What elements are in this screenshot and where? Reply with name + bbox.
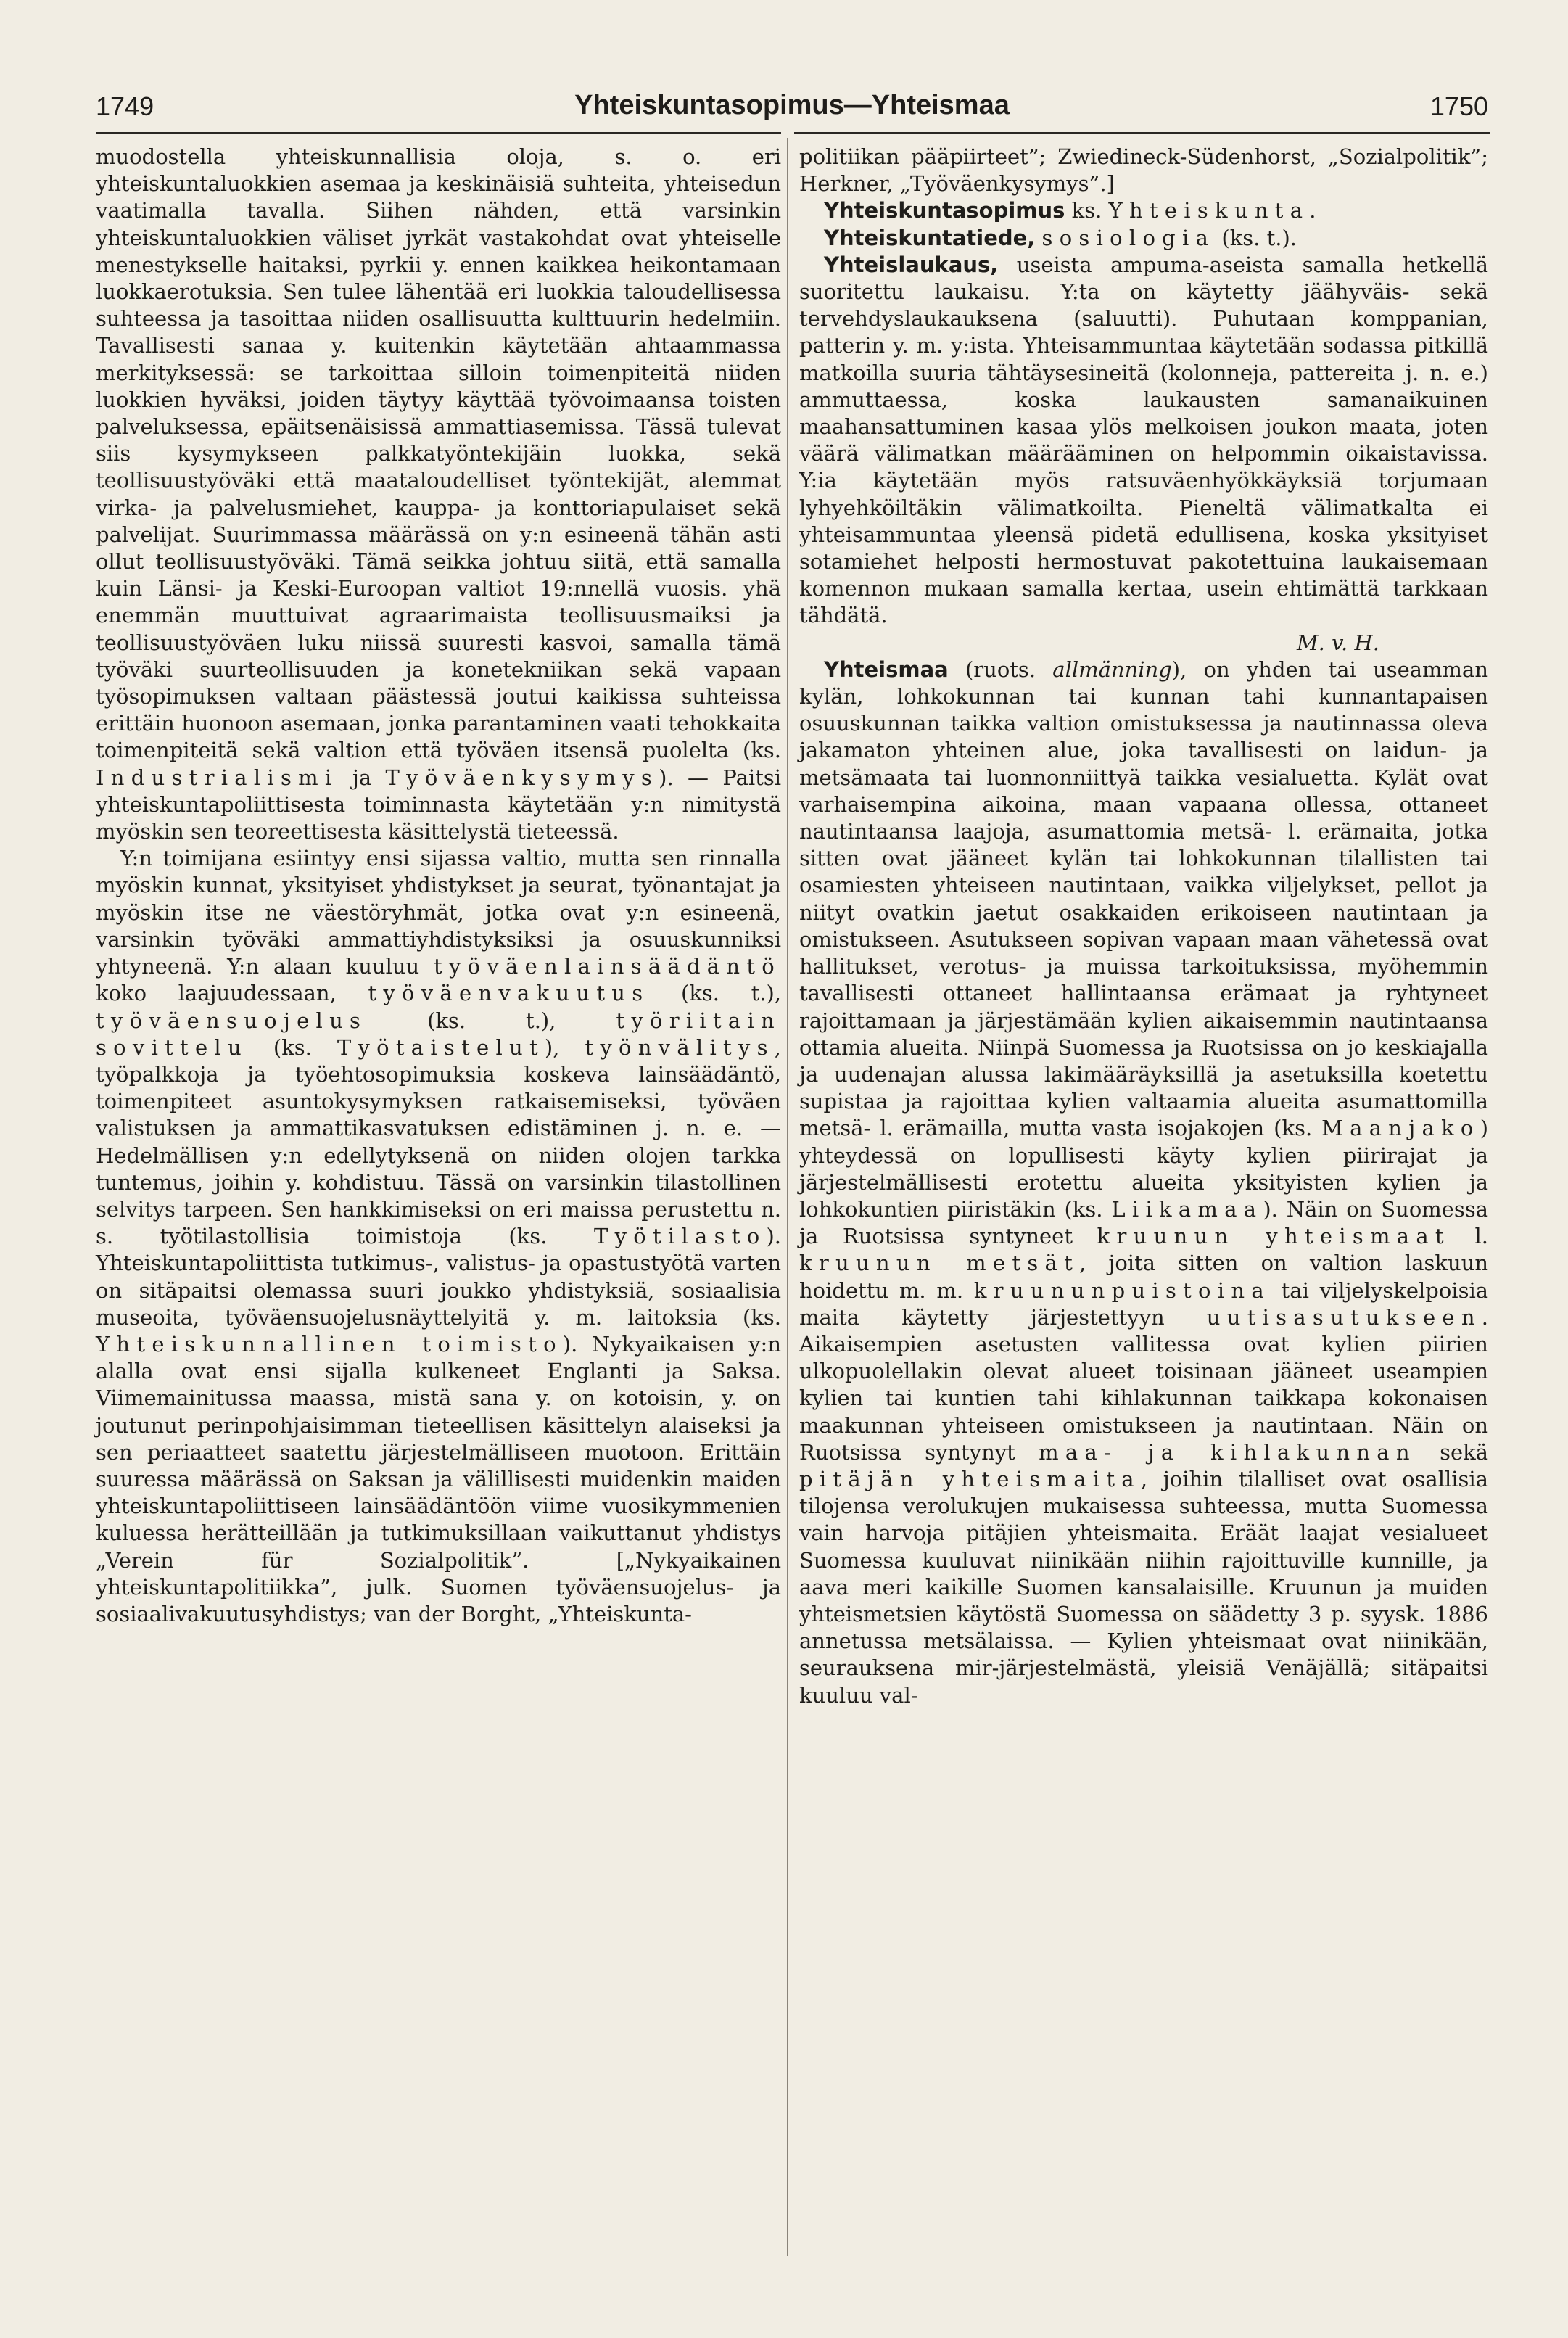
spaced-term: Maanjako [1321, 1116, 1480, 1141]
spaced-term: Yhteiskunnallinen toimisto [96, 1331, 563, 1357]
spaced-term: kruunun metsät [799, 1251, 1080, 1276]
text-run: (ks. t.), [427, 1008, 556, 1033]
entry-term: Yhteiskuntatiede, [824, 225, 1036, 250]
spaced-term: työnvälitys [585, 1034, 775, 1060]
column-divider [787, 138, 788, 2256]
entry-yhteislaukaus [799, 252, 1488, 656]
text-run: politiikan pääpiirteet”; Zwiedineck-Südenhorst, „Sozialpolitik”; Herkner, „Työväenkysymys”.] [799, 144, 1488, 197]
text-run: ). Nykyaikaisen y:n alalla ovat ensi sijalla kulkeneet Englanti ja Saksa. Viimemainitussa maassa, mistä sana y. on kotoisin, y. on joutunut perinpohjaisimman tieteellisen käsittelyn alaiseksi ja sen periaatteet saatettu järjestelmälliseen muotoon. Erittäin suuressa määrässä on Saksan ja välillisesti muidenkin maiden yhteiskuntapoliittiseen lainsäädäntöön viime vuosikymmenien kuluessa herätteillään ja tutkimuksillaan vaikuttanut yhdistys „Verein für Sozialpolitik”. [„Nykyaikainen yhteiskuntapolitiikka”, julk. Suomen työväensuojelus- ja sosiaalivakuutusyhdistys; van der Borght, „Yhteiskunta- [96, 1331, 781, 1626]
entry-term: Yhteismaa [824, 656, 949, 682]
text-run: (ks. t.). [1221, 225, 1297, 250]
page-header [96, 86, 1488, 129]
text-run: koko laajuudessaan, [96, 981, 337, 1006]
spaced-term: työväensuojelus [96, 1008, 368, 1033]
page-number-left: 1749 [96, 91, 154, 121]
text-run: (ks. t.), [681, 981, 782, 1006]
text-run: , joihin tilalliset ovat osallisia tilojensa verolukujen mukaisessa suhteessa, mutta Suomessa vain harvoja pitäjien yhteismaita. Eräät laajat vesialueet Suomessa kuuluvat niinikään niihin rajoittuville kunnille, ja aava meri kaikille Suomen kansalaisille. Kruunun ja muiden yhteismetsien käytöstä Suomessa on säädetty 3 p. syysk. 1886 annetussa metsälaissa. — Kylien yhteismaat ovat niinikään, seurauksena mir-järjestelmästä, yleisiä Venäjällä; sitäpaitsi kuuluu val- [799, 1466, 1488, 1708]
text-run: . Aikaisempien asetusten vallitessa ovat kylien piirien ulkopuolellakin olevat alueet toisinaan jääneet useampien kylien tai kuntien tahi kihlakunnan taikkapa kokonaisen maakunnan yhteiseen omistukseen ja nautintaan. Näin on Ruotsissa syntynyt [799, 1304, 1489, 1465]
right-column [799, 144, 1488, 1709]
entry-yhteismaa [799, 656, 1488, 1709]
paragraph [799, 144, 1488, 197]
paragraph [96, 845, 781, 1628]
text-run: ). Näin on Suomessa ja Ruotsissa syntyneet [799, 1196, 1488, 1249]
text-run: ), [544, 1034, 560, 1060]
header-rule-left [96, 132, 781, 134]
text-run: sekä [1440, 1439, 1488, 1465]
text-run: ). Yhteiskuntapoliittista tutkimus-, valistus- ja opastustyötä varten on sitäpaitsi olemassa suuri joukko yhdistyksiä, sosiaalisia museoita, työväensuojelusnäyttelyitä y. m. laitoksia (ks. [96, 1224, 781, 1330]
spaced-term: Liikamaa [1111, 1196, 1263, 1222]
spaced-term: työriitain sovittelu [96, 1008, 781, 1060]
text-run: ) yhteydessä on lopullisesti käyty kylien piirirajat ja järjestelmällisesti erotettu alueita yksityisten kylien ja lohkokuntien piiristäkin (ks. [799, 1116, 1489, 1222]
spaced-term: Yhteiskunta [1108, 198, 1310, 223]
spaced-term: Työväenkysymys [385, 765, 659, 790]
text-run: (ruots. [965, 656, 1036, 682]
header-rule-right [794, 132, 1490, 134]
spaced-term: työväenlainsäädäntö [434, 954, 781, 979]
spaced-term: Työtaistelut [337, 1034, 545, 1060]
text-run: ks. [1071, 198, 1102, 223]
entry-yhteiskuntatiede [799, 225, 1488, 252]
entry-term: Yhteiskuntasopimus [824, 198, 1065, 223]
text-run: , joita sitten on valtion laskuun hoidettu m. m. [799, 1251, 1489, 1303]
spaced-term: sosiologia [1041, 225, 1216, 250]
text-run: . [1309, 198, 1316, 223]
page-number-right: 1750 [1429, 91, 1488, 121]
paragraph [96, 144, 781, 845]
entry-yhteiskuntasopimus [799, 197, 1488, 224]
author-signature: M. v. H. [1296, 630, 1379, 655]
spaced-term: työväenvakuutus [368, 981, 650, 1006]
italic-term: allmänning [1052, 656, 1172, 682]
text-run: tai viljelyskelpoisia maita käytetty järjestettyyn [799, 1277, 1489, 1330]
spaced-term: kruununpuistoina [973, 1277, 1271, 1303]
spaced-term: Työtilasto [593, 1224, 767, 1249]
text-run: (ks. [273, 1034, 312, 1060]
text-run: ja [352, 765, 372, 790]
text-run: , työpalkkoja ja työehtosopimuksia koskeva lainsäädäntö, toimenpiteet asuntokysymyksen ratkaisemiseksi, työväen valistuksen ja ammattikasvatuksen edistäminen j. n. e. — Hedelmällisen y:n edellytyksenä on niiden olojen tarkka tuntemus, joihin y. kohdistuu. Tässä on varsinkin tilastollinen selvitys tarpeen. Sen hankkimiseksi on eri maissa perustettu n. s. työtilastollisia toimistoja (ks. [96, 1034, 782, 1249]
spaced-term: pitäjän yhteismaita [799, 1466, 1141, 1491]
text-run: Y:n toimijana esiintyy ensi sijassa valtio, mutta sen rinnalla myöskin kunnat, yksityiset yhdistykset ja seurat, työnantajat ja myöskin itse ne väestöryhmät, jotka ovat y:n esineenä, varsinkin työväki ammattiyhdistyksiksi ja osuuskunniksi yhtyneenä. Y:n alaan kuuluu [96, 846, 781, 979]
running-title: Yhteiskuntasopimus—Yhteismaa [574, 90, 1010, 120]
text-run: muodostella yhteiskunnallisia oloja, s. o. eri yhteiskuntaluokkien asemaa ja keskinäisiä suhteita, yhteisedun vaatimalla tavalla. Siihen nähden, että varsinkin yhteiskuntaluokkien väliset jyrkät vastakohdat ovat yhteiselle menestykselle haitaksi, pyrkii y. ennen kaikkea heikontamaan luokkaerotuksia. Sen tulee lähentää eri luokkia taloudellisessa suhteessa ja tasoittaa niiden osallisuutta kulttuurin hedelmiin. Tavallisesti sanaa y. kuitenkin käytetään ahtaammassa merkityksessä: se tarkoittaa silloin toimenpiteitä niiden luokkien hyväksi, joiden täytyy käyttää työvoimaansa toisten palveluksessa, epäitsenäisissä ammattiasemissa. Tässä tulevat siis kysymykseen palkkatyöntekijäin luokka, sekä teollisuustyöväki että maataloudelliset työntekijät, alemmat virka- ja palvelusmiehet, kauppa- ja konttoriapulaiset sekä palvelijat. Suurimmassa määrässä on y:n esineenä tähän asti ollut teollisuustyöväki. Tämä seikka johtuu siitä, että samalla kuin Länsi- ja Keski-Euroopan valtiot 19:nnellä vuosis. yhä enemmän muuttuivat agraarimaista teollisuusmaiksi ja teollisuustyöväen luku niissä suuresti kasvoi, samalla tämä työväki suurteollisuuden ja konetekniikan sekä vapaan työsopimuksen valtaan päästessä joutui kaikissa suhteissa erittäin huonoon asemaan, jonka parantaminen vaati tehokkaita toimenpiteitä sekä valtion että työväen itsensä puolelta (ks. [96, 144, 781, 763]
text-run: ). — Paitsi yhteiskuntapoliittisesta toiminnasta käytetään y:n nimitystä myöskin sen teoreettisesta käsittelystä tieteessä. [96, 765, 782, 844]
text-run: ), on yhden tai useamman kylän, lohkokunnan tai kunnan tahi kunnantapaisen osuuskunnan taikka valtion omistuksessa ja nautinnassa oleva jakamaton yhteinen alue, joka tavallisesti on laidun- ja metsämaata tai luonnonniittyä taikka vesialuetta. Kylät ovat varhaisempina aikoina, maan vapaana ollessa, ottaneet nautintaansa laajoja, asumattomia metsä- l. erämaita, jotka sitten ovat jääneet kylän tai lohkokunnan tilallisten tai osamiesten yhteiseen nautintaan, vaikka viljelykset, pellot ja niityt ovatkin jaetut osakkaiden erikoiseen nautintaan ja omistukseen. Asutukseen sopivan vapaan maan vähetessä ovat hallitukset, verotus- ja muissa tarkoituksissa, myöhemmin tavallisesti ottaneet hallintaansa erämaat ja ryhtyneet rajoittamaan ja järjestämään kylien aikaisemmin nautintaansa ottamia alueita. Niinpä Suomessa ja Ruotsissa on jo keskiajalla ja uudenajan alussa lakimääräyksillä ja asetuksilla koetettu supistaa ja rajoittaa kylien valtaamia alueita asumattomilla metsä- l. erämailla, mutta vasta isojakojen (ks. [799, 656, 1489, 1141]
text-run: l. [1474, 1224, 1488, 1249]
spaced-term: maa- ja kihlakunnan [1039, 1439, 1416, 1465]
spaced-term: kruunun yhteismaat [1097, 1224, 1451, 1249]
text-run: useista ampuma-aseista samalla hetkellä suoritettu laukaisu. Y:ta on käytetty jäähyväis- sekä tervehdyslaukauksena (saluutti). Puhutaan komppanian, patterin y. m. y:ista. Yhteisammuntaa käytetään sodassa pitkillä matkoilla suuria tähtäysesineitä (kolonneja, pattereita j. n. e.) ammuttaessa, koska laukausten samanaikuinen maahansattuminen kasaa ylös melkoisen joukon maata, joten väärä välimatkan määrääminen on helpommin oikaistavissa. Y:ia käytetään myös ratsuväenhyökkäyksiä torjumaan lyhyehköiltäkin välimatkoilta. Pieneltä välimatkalta ei yhteisammuntaa yleensä pidetä edullisena, koska yksityiset sotamiehet helposti hermostuvat pakotettuina laukaisemaan komennon mukaan samalla kertaa, usein ehtimättä tarkkaan tähdätä. [799, 252, 1488, 628]
spaced-term: uutisasutukseen [1206, 1304, 1482, 1330]
spaced-term: Industrialismi [96, 765, 339, 790]
entry-term: Yhteislaukaus, [824, 252, 999, 277]
left-column [96, 144, 781, 1628]
